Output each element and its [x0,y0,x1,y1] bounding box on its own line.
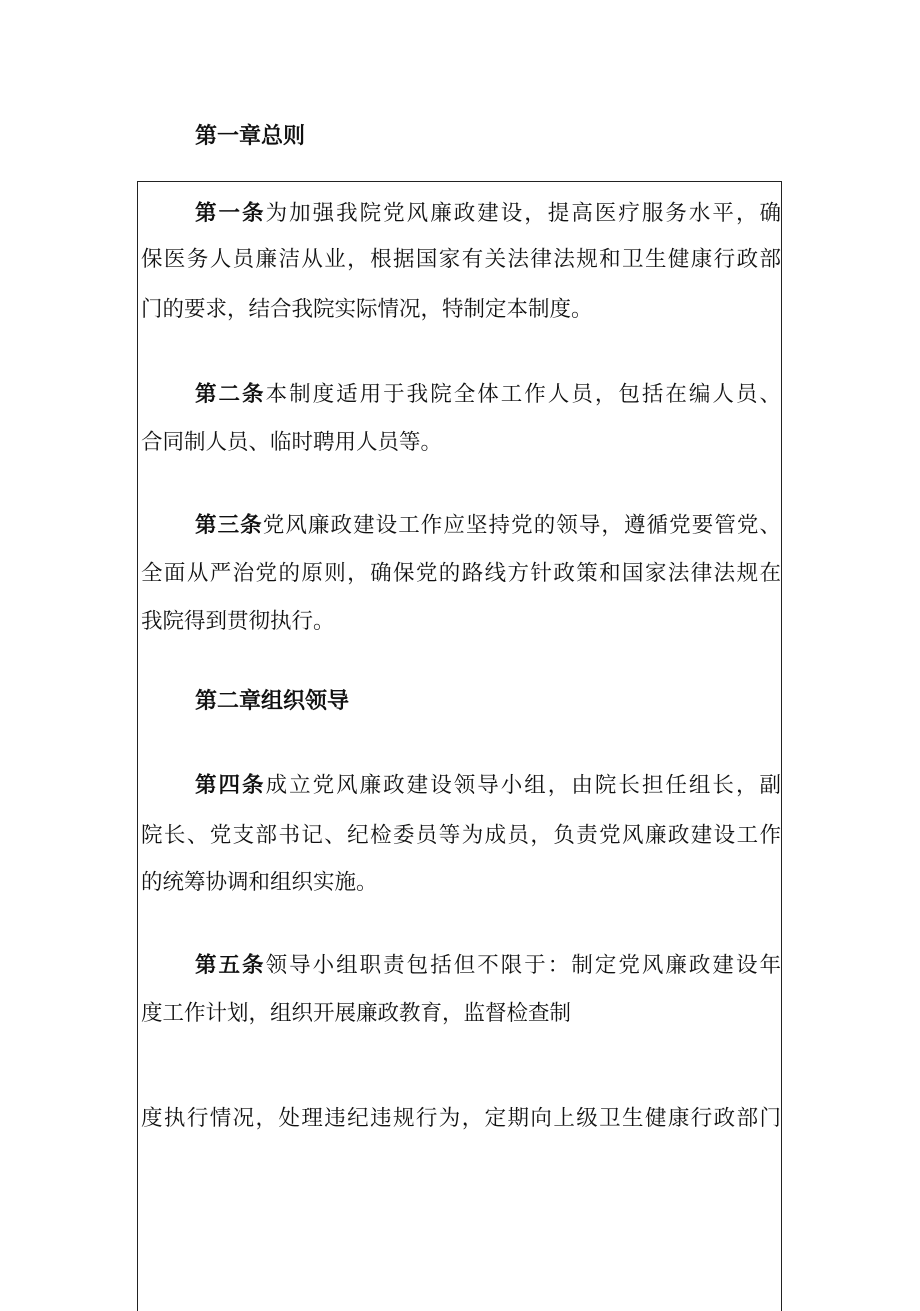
article-3-label: 第三条 [195,513,263,538]
article-5-label: 第五条 [195,953,266,978]
chapter-2-heading: 第二章组织领导 [195,688,350,714]
article-5-line-3: 度执行情况，处理违纪违规行为，定期向上级卫生健康行政部门 [141,1106,781,1131]
article-4-line-1 [195,771,781,801]
article-2-line-2: 合同制人员、临时聘用人员等。 [141,430,443,455]
article-1-label: 第一条 [195,201,266,226]
article-1-line-3: 门的要求，结合我院实际情况，特制定本制度。 [141,297,593,322]
article-5-text: 领导小组职责包括但不限于：制定党风廉政建设年 [265,953,781,978]
document-frame [137,181,782,1311]
article-4-line-3: 的统筹协调和组织实施。 [141,870,378,895]
article-3-line-3: 我院得到贯彻执行。 [141,609,335,634]
article-5-line-2: 度工作计划，组织开展廉政教育，监督检查制 [141,1001,572,1026]
chapter-1-heading: 第一章总则 [195,123,306,149]
article-2-label: 第二条 [195,382,266,407]
article-4-label: 第四条 [195,773,266,798]
article-3-text: 党风廉政建设工作应坚持党的领导，遵循党要管党、 [262,513,781,538]
article-5-line-1 [195,951,781,981]
article-3-line-1 [195,511,781,541]
article-4-line-2: 院长、党支部书记、纪检委员等为成员，负责党风廉政建设工作 [141,823,781,848]
article-3-line-2: 全面从严治党的原则，确保党的路线方针政策和国家法律法规在 [141,561,781,586]
article-4-text: 成立党风廉政建设领导小组，由院长担任组长，副 [265,773,781,798]
article-1-line-1 [195,199,781,229]
article-2-line-1 [195,380,781,410]
article-1-line-2: 保医务人员廉洁从业，根据国家有关法律法规和卫生健康行政部 [141,247,781,272]
article-1-text: 为加强我院党风廉政建设，提高医疗服务水平，确 [265,201,781,226]
article-2-text: 本制度适用于我院全体工作人员，包括在编人员、 [265,382,781,407]
